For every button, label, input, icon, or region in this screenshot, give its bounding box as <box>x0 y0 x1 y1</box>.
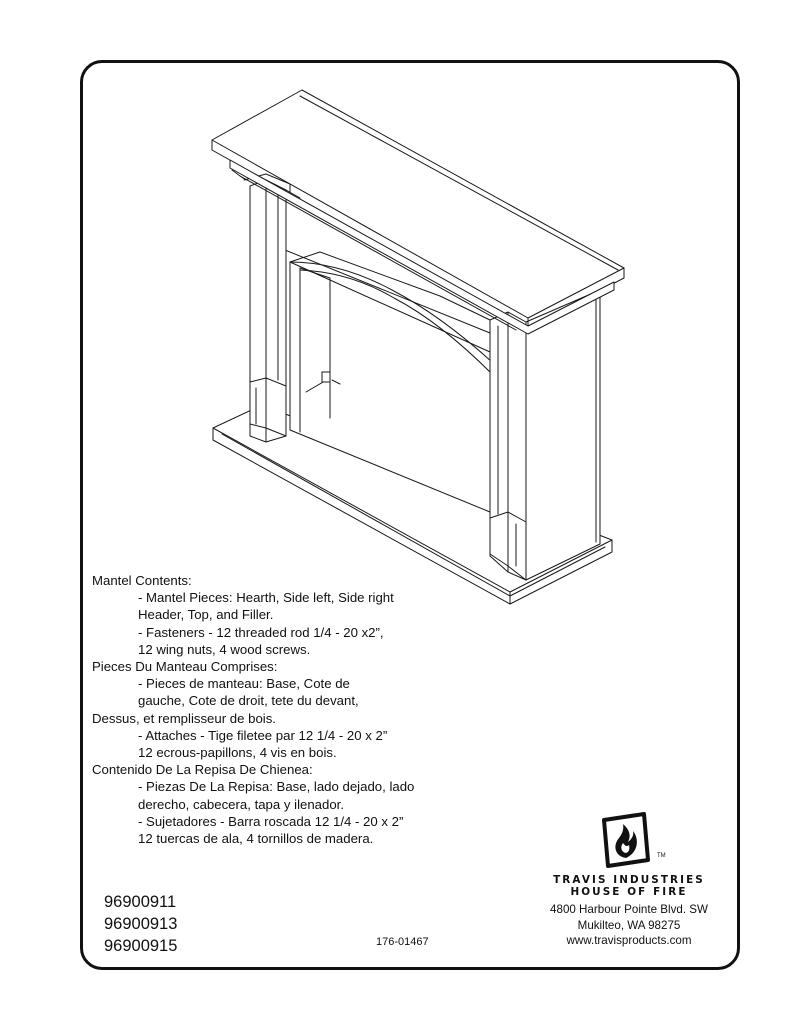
contents-line: Contenido De La Repisa De Chienea: <box>92 762 313 778</box>
model-numbers <box>104 891 177 957</box>
contents-line: - Pieces de manteau: Base, Cote de <box>138 676 350 692</box>
contents-line: Dessus, et remplisseur de bois. <box>92 710 276 726</box>
contents-line: - Attaches - Tige filetee par 12 1/4 - 20 x 2” <box>138 727 388 743</box>
company-website: www.travisproducts.com <box>566 934 692 947</box>
model-number: 96900911 <box>104 893 177 911</box>
contents-line: derecho, cabecera, tapa y ilenador. <box>138 796 345 812</box>
contents-line: gauche, Cote de droit, tete du devant, <box>138 693 359 709</box>
address-street: 4800 Harbour Pointe Blvd. SW <box>550 903 708 916</box>
right-pillar <box>490 290 600 580</box>
contents-line: - Fasteners - 12 threaded rod 1/4 - 20 x2”, <box>138 624 384 640</box>
contents-line: 12 wing nuts, 4 wood screws. <box>138 641 311 657</box>
model-number: 96900913 <box>104 915 178 933</box>
contents-line: - Sujetadores - Barra roscada 12 1/4 - 20 x 2” <box>138 813 404 829</box>
address-city: Mukilteo, WA 98275 <box>577 918 681 932</box>
contents-line: - Piezas De La Repisa: Base, lado dejado, lado <box>138 779 415 795</box>
contents-line: Header, Top, and Filler. <box>138 607 274 623</box>
fireplace-mantel-drawing <box>200 85 625 610</box>
contents-line: 12 ecrous-papillons, 4 vis en bois. <box>138 745 337 761</box>
contents-line: Mantel Contents: <box>92 573 192 588</box>
trademark-mark: TM <box>657 853 666 859</box>
company-name: TRAVIS INDUSTRIES <box>553 874 705 886</box>
company-block <box>518 874 740 949</box>
company-tagline: HOUSE OF FIRE <box>570 886 688 898</box>
contents-line: 12 tuercas de ala, 4 tornillos de madera. <box>138 831 374 847</box>
flame-logo-icon <box>600 812 652 868</box>
mantel-contents-text <box>92 572 532 847</box>
contents-line: Pieces Du Manteau Comprises: <box>92 659 278 675</box>
model-number: 96900915 <box>104 937 178 955</box>
contents-line: - Mantel Pieces: Hearth, Side left, Side right <box>138 590 394 606</box>
document-number: 176-01467 <box>376 936 429 948</box>
